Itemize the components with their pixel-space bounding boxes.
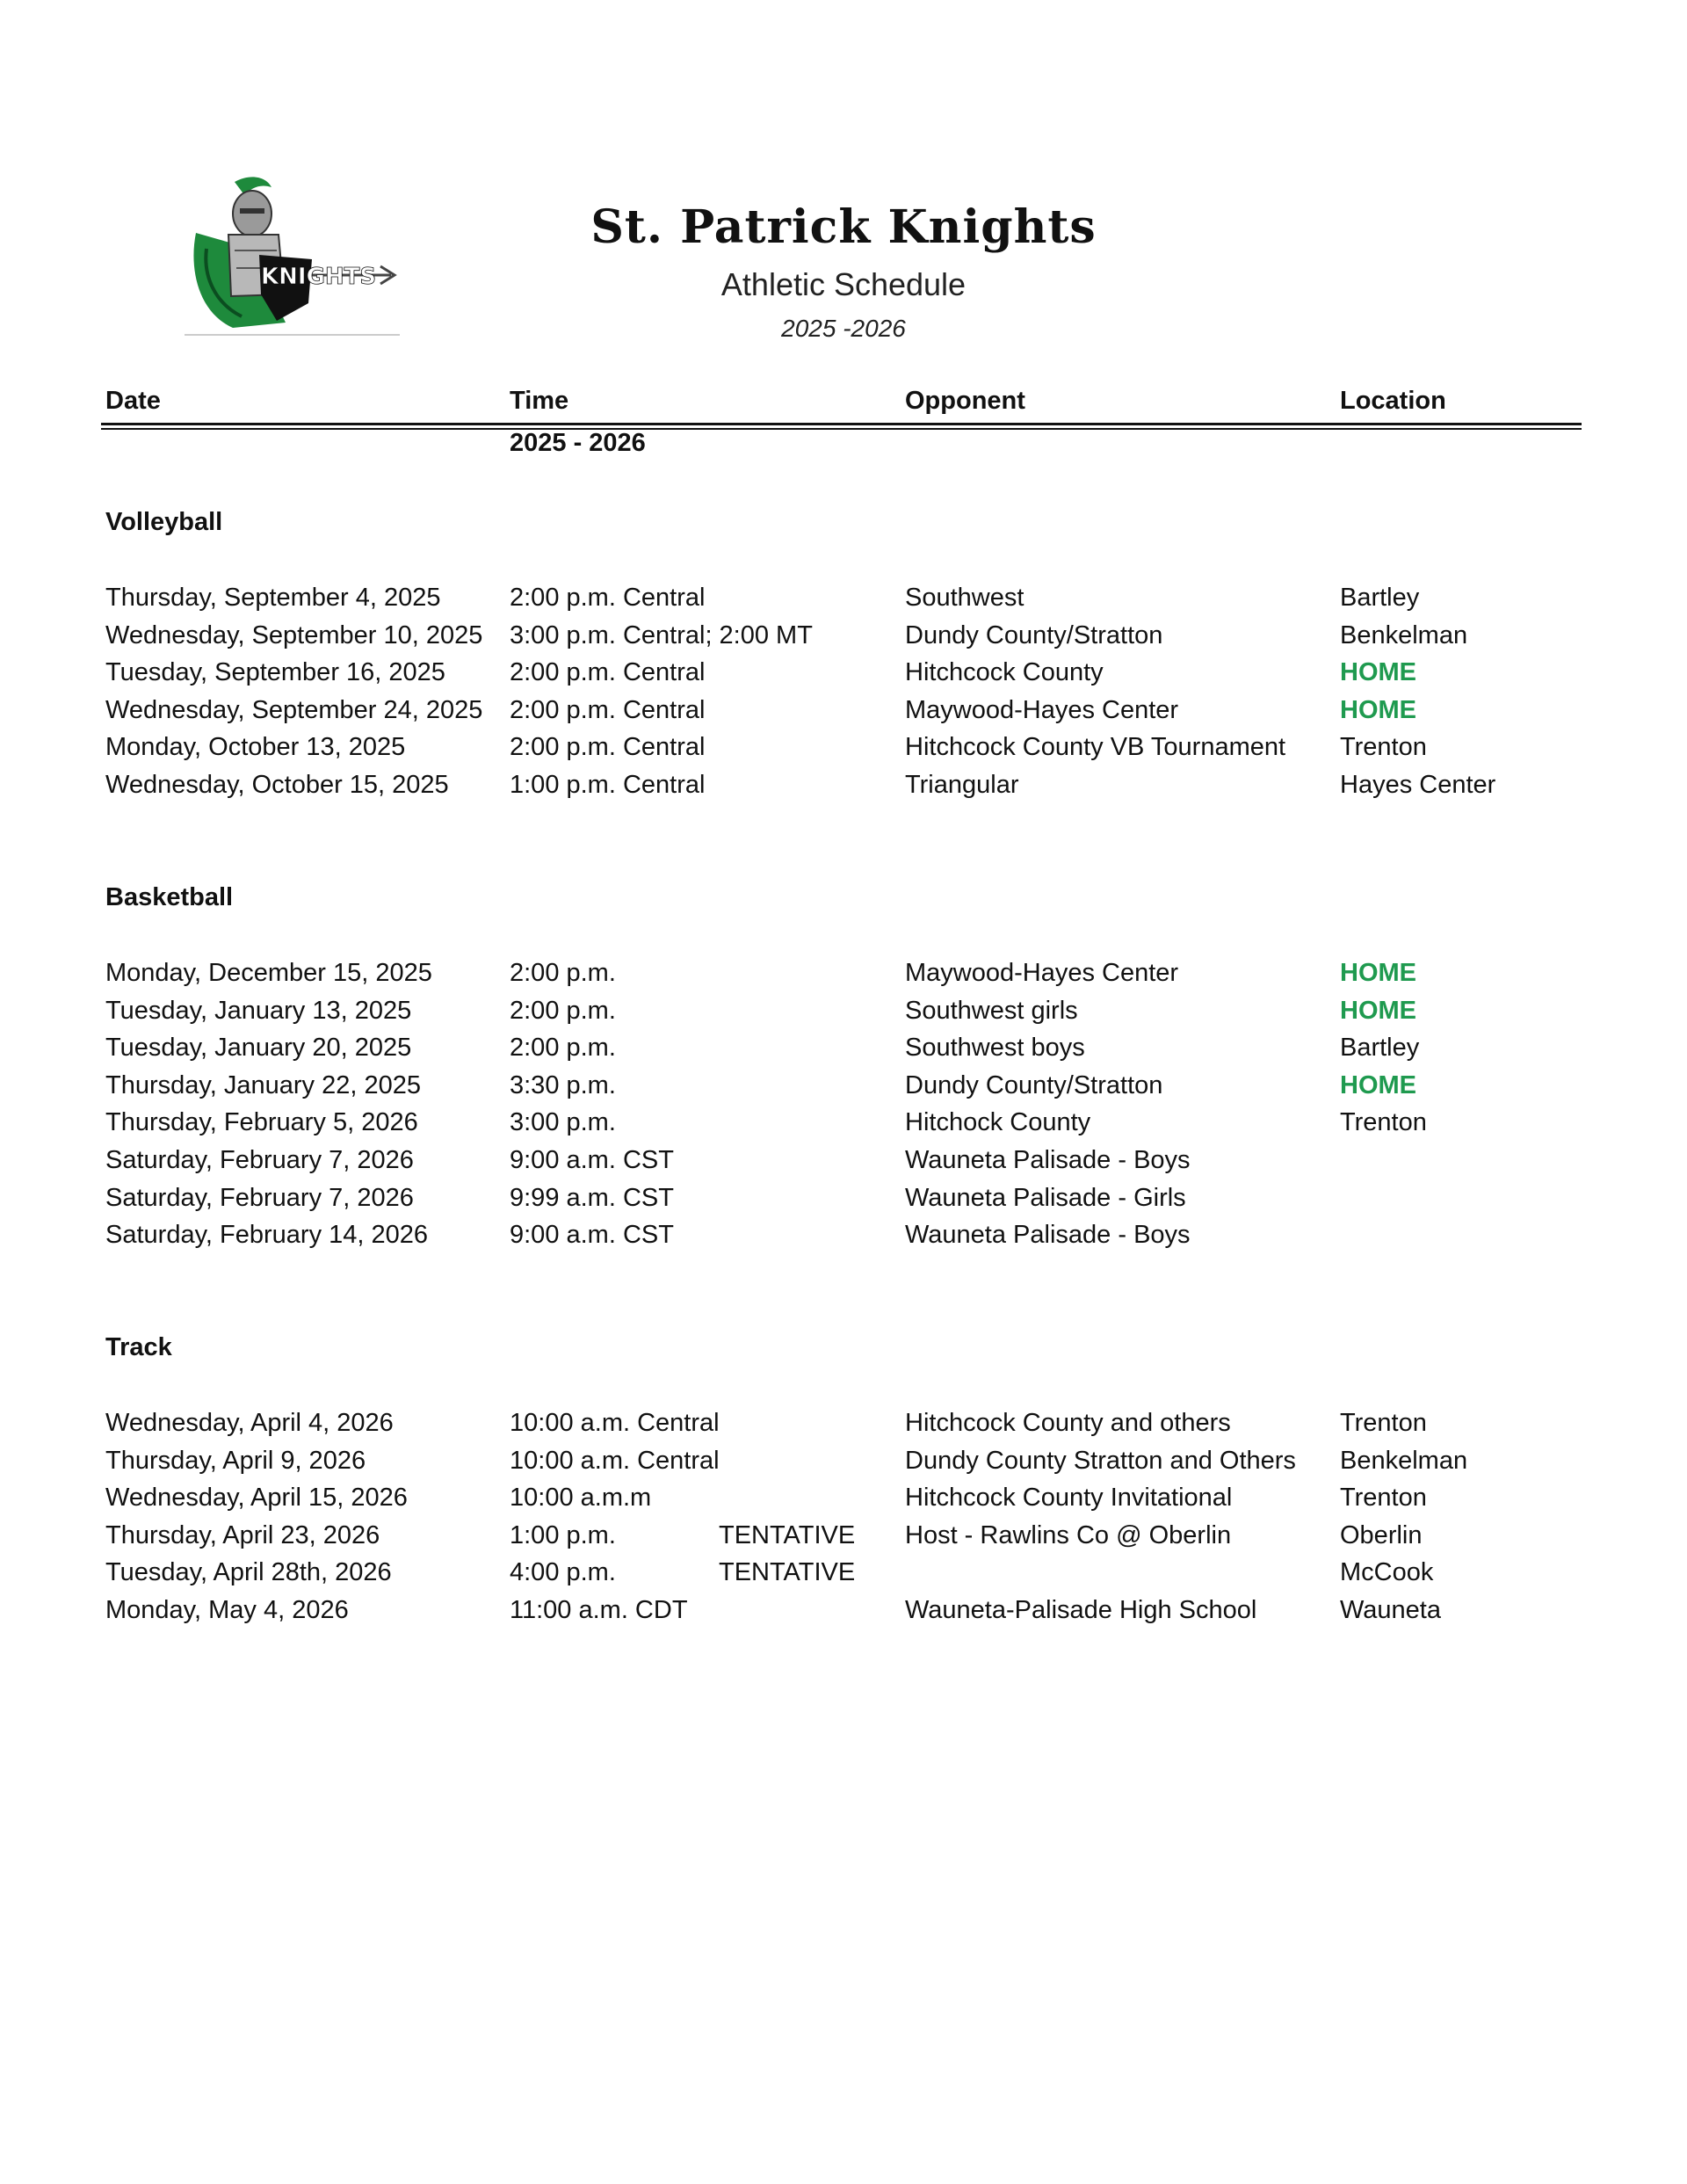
schedule-row xyxy=(105,1409,1582,1444)
opponent-cell: Maywood-Hayes Center xyxy=(905,696,1179,724)
location-cell: Benkelman xyxy=(1340,621,1468,649)
time-cell: 3:00 p.m. Central; 2:00 MT xyxy=(510,621,813,649)
location-cell: Trenton xyxy=(1340,1108,1427,1136)
schedule-row xyxy=(105,1221,1582,1256)
schedule-row xyxy=(105,1521,1582,1556)
time-cell: 9:00 a.m. CST xyxy=(510,1221,674,1249)
opponent-cell: Hitchcock County Invitational xyxy=(905,1484,1233,1512)
header-divider-bottom xyxy=(101,428,1582,430)
date-cell: Thursday, September 4, 2025 xyxy=(105,584,441,612)
schedule-row xyxy=(105,1596,1582,1631)
location-cell: Wauneta xyxy=(1340,1596,1441,1624)
time-cell: 4:00 p.m. xyxy=(510,1558,616,1586)
time-cell: 2:00 p.m. Central xyxy=(510,696,706,724)
opponent-cell: Hitchcock County VB Tournament xyxy=(905,733,1286,761)
opponent-cell: Wauneta Palisade - Girls xyxy=(905,1184,1186,1212)
location-cell: HOME xyxy=(1340,959,1416,987)
page-subtitle: Athletic Schedule xyxy=(720,266,967,302)
note-cell: TENTATIVE xyxy=(719,1521,856,1549)
schedule-row xyxy=(105,959,1582,994)
note-cell: TENTATIVE xyxy=(719,1558,856,1586)
time-cell: 2:00 p.m. Central xyxy=(510,658,706,686)
date-cell: Wednesday, April 15, 2026 xyxy=(105,1484,408,1512)
time-cell: 2:00 p.m. xyxy=(510,959,616,987)
opponent-cell: Southwest girls xyxy=(905,997,1078,1025)
schedule-row xyxy=(105,1447,1582,1482)
column-header-time: Time xyxy=(510,387,569,415)
location-cell: HOME xyxy=(1340,658,1416,686)
time-cell: 3:00 p.m. xyxy=(510,1108,616,1136)
location-cell: Trenton xyxy=(1340,1484,1427,1512)
date-cell: Thursday, April 23, 2026 xyxy=(105,1521,380,1549)
time-cell: 2:00 p.m. xyxy=(510,997,616,1025)
time-cell: 10:00 a.m.m xyxy=(510,1484,652,1512)
opponent-cell: Host - Rawlins Co @ Oberlin xyxy=(905,1521,1232,1549)
schedule-row xyxy=(105,584,1582,619)
location-cell: HOME xyxy=(1340,997,1416,1025)
schedule-row xyxy=(105,1484,1582,1519)
location-cell: HOME xyxy=(1340,1071,1416,1099)
date-cell: Thursday, February 5, 2026 xyxy=(105,1108,418,1136)
opponent-cell: Southwest xyxy=(905,584,1025,612)
date-cell: Tuesday, January 20, 2025 xyxy=(105,1034,412,1062)
column-header-opponent: Opponent xyxy=(905,387,1025,415)
location-cell: Trenton xyxy=(1340,1409,1427,1437)
time-cell: 3:30 p.m. xyxy=(510,1071,616,1099)
schedule-row xyxy=(105,771,1582,806)
knights-logo xyxy=(180,171,404,338)
time-cell: 2:00 p.m. Central xyxy=(510,733,706,761)
opponent-cell: Maywood-Hayes Center xyxy=(905,959,1179,987)
time-cell: 9:00 a.m. CST xyxy=(510,1146,674,1174)
date-cell: Monday, December 15, 2025 xyxy=(105,959,432,987)
schedule-row xyxy=(105,1071,1582,1107)
schedule-row xyxy=(105,1558,1582,1593)
time-cell: 10:00 a.m. Central xyxy=(510,1447,720,1475)
schedule-row xyxy=(105,696,1582,731)
date-cell: Wednesday, September 24, 2025 xyxy=(105,696,483,724)
date-cell: Wednesday, April 4, 2026 xyxy=(105,1409,394,1437)
column-headers xyxy=(105,387,1573,422)
date-cell: Wednesday, October 15, 2025 xyxy=(105,771,449,799)
schedule-row xyxy=(105,997,1582,1032)
opponent-cell: Hitchcock County xyxy=(905,658,1104,686)
location-cell: Trenton xyxy=(1340,733,1427,761)
schedule-row xyxy=(105,1034,1582,1069)
time-cell: 11:00 a.m. CDT xyxy=(510,1596,688,1624)
time-cell: 10:00 a.m. Central xyxy=(510,1409,720,1437)
time-cell: 1:00 p.m. Central xyxy=(510,771,706,799)
date-cell: Thursday, January 22, 2025 xyxy=(105,1071,421,1099)
opponent-cell: Triangular xyxy=(905,771,1019,799)
section-title-volleyball: Volleyball xyxy=(105,508,223,536)
schedule-row xyxy=(105,733,1582,768)
header-divider-top xyxy=(101,423,1582,425)
location-cell: Bartley xyxy=(1340,584,1420,612)
date-cell: Wednesday, September 10, 2025 xyxy=(105,621,483,649)
date-cell: Saturday, February 7, 2026 xyxy=(105,1184,414,1212)
date-cell: Tuesday, September 16, 2025 xyxy=(105,658,445,686)
schedule-row xyxy=(105,658,1582,693)
opponent-cell: Dundy County/Stratton xyxy=(905,621,1163,649)
date-cell: Saturday, February 14, 2026 xyxy=(105,1221,429,1249)
date-cell: Saturday, February 7, 2026 xyxy=(105,1146,414,1174)
date-cell: Tuesday, January 13, 2025 xyxy=(105,997,412,1025)
school-year: 2025 -2026 xyxy=(781,315,906,342)
logo-wordmark: KNIGHTS xyxy=(261,264,377,290)
location-cell: Bartley xyxy=(1340,1034,1420,1062)
time-cell: 1:00 p.m. xyxy=(510,1521,616,1549)
location-cell: Benkelman xyxy=(1340,1447,1468,1475)
column-header-location: Location xyxy=(1340,387,1446,415)
opponent-cell: Dundy County Stratton and Others xyxy=(905,1447,1296,1475)
location-cell: McCook xyxy=(1340,1558,1434,1586)
column-header-date: Date xyxy=(105,387,161,415)
date-cell: Thursday, April 9, 2026 xyxy=(105,1447,366,1475)
season-label: 2025 - 2026 xyxy=(510,429,646,457)
section-title-basketball: Basketball xyxy=(105,883,234,911)
location-cell: Oberlin xyxy=(1340,1521,1423,1549)
location-cell: HOME xyxy=(1340,696,1416,724)
page-title: St. Patrick Knights xyxy=(590,200,1097,254)
time-cell: 9:99 a.m. CST xyxy=(510,1184,674,1212)
opponent-cell: Wauneta Palisade - Boys xyxy=(905,1221,1191,1249)
opponent-cell: Hitchcock County and others xyxy=(905,1409,1231,1437)
date-cell: Monday, May 4, 2026 xyxy=(105,1596,349,1624)
opponent-cell: Hitchock County xyxy=(905,1108,1091,1136)
date-cell: Monday, October 13, 2025 xyxy=(105,733,406,761)
time-cell: 2:00 p.m. Central xyxy=(510,584,706,612)
time-cell: 2:00 p.m. xyxy=(510,1034,616,1062)
schedule-row xyxy=(105,1184,1582,1219)
schedule-row xyxy=(105,621,1582,657)
opponent-cell: Dundy County/Stratton xyxy=(905,1071,1163,1099)
section-title-track: Track xyxy=(105,1333,172,1361)
opponent-cell: Wauneta-Palisade High School xyxy=(905,1596,1257,1624)
schedule-row xyxy=(105,1146,1582,1181)
opponent-cell: Wauneta Palisade - Boys xyxy=(905,1146,1191,1174)
date-cell: Tuesday, April 28th, 2026 xyxy=(105,1558,392,1586)
location-cell: Hayes Center xyxy=(1340,771,1496,799)
schedule-row xyxy=(105,1108,1582,1143)
opponent-cell: Southwest boys xyxy=(905,1034,1085,1062)
